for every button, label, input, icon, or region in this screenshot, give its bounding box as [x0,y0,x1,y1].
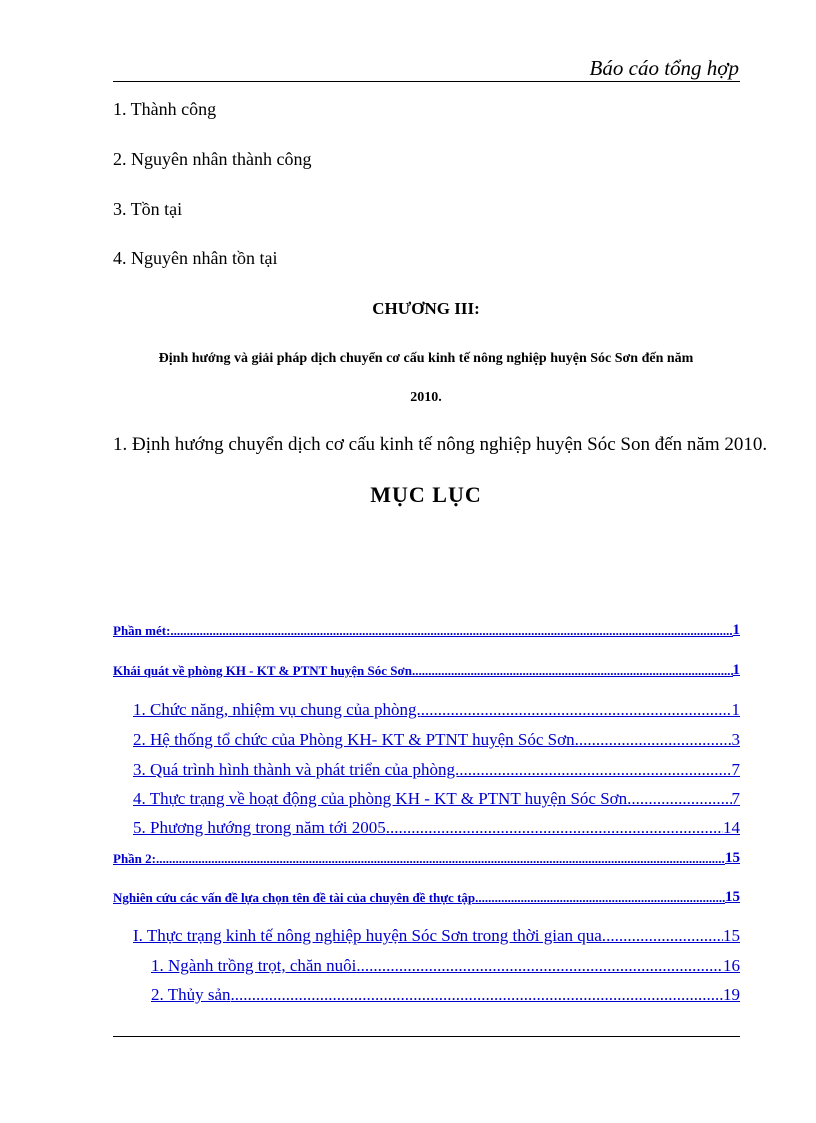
toc-entry-thuc-trang-phong[interactable] [133,789,740,809]
toc-entry-text: 4. Thực trạng về hoạt động của phòng KH - KT & PTNT huyện Sóc Sơn. [133,789,632,808]
toc-dot-leader [459,760,731,780]
toc-page-number: 7 [731,760,740,779]
page-header-title: Báo cáo tổng hợp [589,56,739,80]
toc-entry-he-thong[interactable] [133,730,740,750]
footer-rule [113,1036,740,1037]
toc-page-number: 1 [732,622,740,638]
direction-heading: 1. Định hướng chuyển dịch cơ cấu kinh tế nông nghiệp huyện Sóc Son đến năm 2010. [113,434,768,455]
toc-entry-trong-trot[interactable] [151,956,740,976]
toc-page-number: 3 [731,730,740,749]
toc-entry-text: Phần 2: [113,851,156,866]
toc-page-number: 7 [731,789,740,808]
section-item-4: 4. Nguyên nhân tồn tại [113,248,278,268]
toc-entry-khai-quat[interactable] [113,662,740,679]
toc-entry-phan-2[interactable] [113,850,740,867]
toc-entry-text: 1. Chức năng, nhiệm vụ chung của phòng. [133,700,421,719]
toc-entry-text: 3. Quá trình hình thành và phát triển của phòng. [133,760,460,779]
toc-entry-text: I. Thực trạng kinh tế nông nghiệp huyện Sóc Sơn trong thời gian qua. [133,926,607,945]
section-item-1: 1. Thành công [113,99,217,119]
toc-page-number: 1 [731,700,740,719]
toc-page-number: 14 [723,818,740,837]
toc-entry-text: 1. Ngành trồng trọt, chăn nuôi [151,956,357,975]
toc-entry-thuy-san[interactable] [151,985,740,1005]
toc-entry-text: 2. Hệ thống tổ chức của Phòng KH- KT & PTNT huyện Sóc Sơn. [133,730,579,749]
toc-entry-text: Phần mét: [113,623,171,638]
toc-page-number: 15 [725,850,740,866]
toc-page-number: 1 [732,662,740,678]
toc-entry-qua-trinh[interactable] [133,760,740,780]
toc-dot-leader [475,890,725,906]
toc-page-number: 16 [723,956,740,975]
toc-title: MỤC LỤC [370,482,482,507]
section-item-2: 2. Nguyên nhân thành công [113,149,312,169]
toc-dot-leader [631,789,731,809]
toc-dot-leader [412,663,733,679]
toc-page-number: 15 [723,926,740,945]
toc-dot-leader [356,956,723,976]
toc-dot-leader [170,623,732,639]
toc-entry-phan-1[interactable] [113,622,740,639]
toc-dot-leader [386,818,723,838]
toc-dot-leader [231,985,724,1005]
toc-dot-leader [606,926,723,946]
toc-entry-chuc-nang[interactable] [133,700,740,720]
header-rule [113,81,740,82]
toc-entry-thuc-trang-kinh-te[interactable] [133,926,740,946]
toc-dot-leader [579,730,732,750]
toc-dot-leader [421,700,732,720]
toc-entry-phuong-huong[interactable] [133,818,740,838]
chapter-subtitle-line2: 2010. [410,390,442,405]
chapter-heading: CHƯƠNG III: [372,299,480,318]
chapter-subtitle-line1: Định hướng và giải pháp dịch chuyển cơ cấu kinh tế nông nghiệp huyện Sóc Sơn đến năm [158,351,694,366]
toc-entry-text: 2. Thủy sản [151,985,231,1004]
toc-page-number: 19 [723,985,740,1004]
toc-dot-leader [156,851,725,867]
toc-page-number: 15 [725,889,740,905]
toc-entry-text: 5. Phương hướng trong năm tới 2005 [133,818,386,837]
toc-entry-text: Khái quát về phòng KH - KT & PTNT huyện Sóc Sơn [113,663,412,678]
toc-entry-text: Nghiên cứu các vấn đề lựa chọn tên đề tài của chuyên đề thực tập [113,890,476,905]
section-item-3: 3. Tồn tại [113,199,183,219]
toc-entry-nghien-cuu[interactable] [113,889,740,906]
